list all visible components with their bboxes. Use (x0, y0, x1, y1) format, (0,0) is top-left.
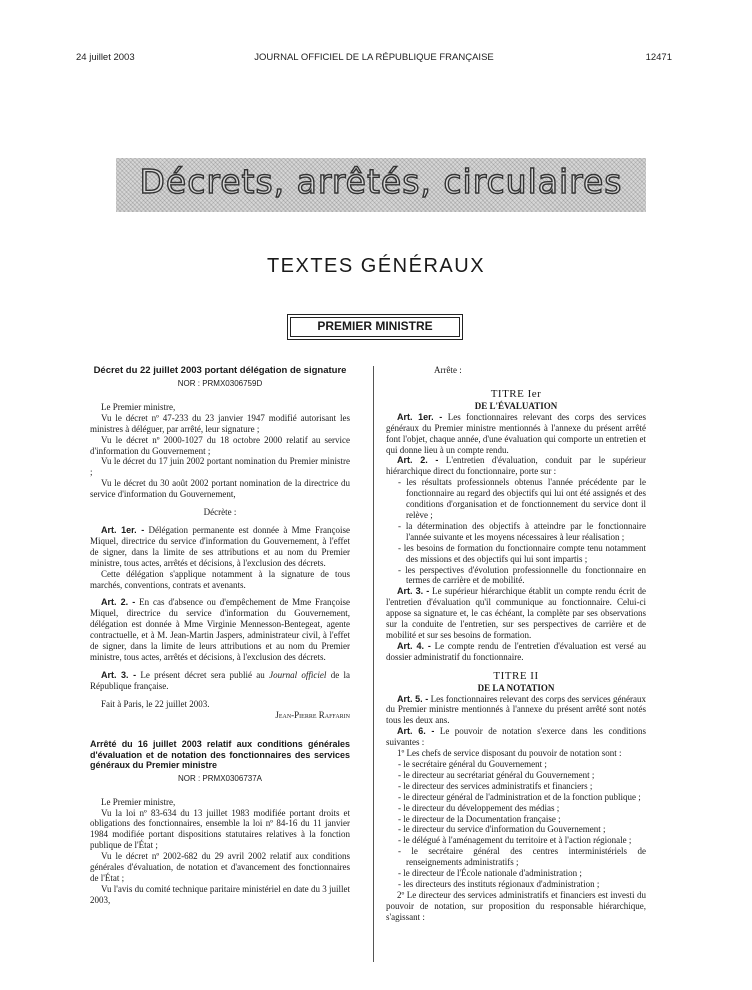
paragraph: 1º Les chefs de service disposant du pouvoir de notation sont : (397, 748, 622, 759)
paragraph: Le Premier ministre, (101, 796, 176, 807)
article (386, 641, 646, 663)
article-text: de la République française. (90, 669, 350, 691)
banner-title: Décrets, arrêtés, circulaires (139, 162, 623, 201)
list-item: - le directeur du développement des médias ; (398, 802, 560, 813)
list-item: - le directeur au secrétariat général du Gouvernement ; (398, 769, 595, 780)
article-label: Art. 4. - (397, 640, 431, 651)
right-column (386, 365, 646, 923)
paragraph: Vu l'avis du comité technique paritaire ministériel en date du 3 juillet 2003, (90, 883, 350, 905)
article (90, 670, 350, 692)
article-text: Les fonctionnaires relevant des corps des services généraux du Premier ministre mentionnés à l'annexe du présent arrêté font l'objet, chaque année, d'une évaluation qui comporte un entretien et qui donne lieu à un compte rendu. (386, 411, 647, 455)
list-item: - le secrétaire général du Gouvernement ; (398, 759, 547, 769)
ministry-label: PREMIER MINISTRE (290, 317, 460, 337)
article-label: Art. 2. - (101, 597, 136, 608)
article-text: Le pouvoir de notation s'exerce dans les conditions suivantes : (386, 726, 647, 748)
titre-heading: TITRE II (493, 669, 539, 682)
titre-subheading: DE LA NOTATION (477, 682, 555, 693)
list-item: - les perspectives d'évolution professionnelle du fonctionnaire en termes de carrière et de mobilité. (398, 564, 646, 586)
section-banner (116, 158, 646, 212)
left-column (90, 365, 350, 906)
ministry-box (287, 314, 463, 340)
article-text: L'entretien d'évaluation, conduit par le supérieur hiérarchique direct du fonctionnaire, porte sur : (386, 455, 646, 477)
header-journal-title: JOURNAL OFFICIEL DE LA RÉPUBLIQUE FRANÇAISE (254, 52, 494, 63)
article (386, 726, 646, 748)
article-text: En cas d'absence ou d'empêchement de Mme Françoise Miquel, directrice du service d'information du Gouvernement, délégation est donnée à Mme Virginie Mennesson-Bentegeat, agente contractuelle, et à M. Jean-Martin Jaspers, administrateur civil, à l'effet de signer, dans la limite de leurs attributions et au nom du Premier ministre, tous actes, arrêtés et décisions, à l'exclusion des décrets. (90, 597, 351, 662)
paragraph: Le Premier ministre, (101, 401, 176, 412)
running-header (76, 52, 672, 66)
paragraph: 2º Le directeur des services administratifs et financiers est investi du pouvoir de notation, sur proposition du responsable hiérarchique, s'agissant : (386, 889, 646, 922)
list-item: - le directeur de la Documentation française ; (398, 813, 561, 824)
article (90, 525, 350, 569)
article-label: Art. 1er. - (101, 524, 145, 535)
column-divider (373, 366, 374, 962)
arrete-heading: Arrête : (434, 365, 462, 375)
article (386, 455, 646, 477)
article-label: Art. 3. - (101, 669, 137, 680)
list-item: - le délégué à l'aménagement du territoire et à l'action régionale ; (398, 835, 632, 846)
article-text: Le supérieur hiérarchique établit un compte rendu écrit de l'entretien d'évaluation qu'il communique au fonctionnaire. Celui-ci appose sa signature et, le cas échéant, la complète par ses observations sur la conduite de l'entretien, sur ses perspectives de carrière et de mobilité et sur ses besoins de formation. (386, 586, 646, 640)
article-label: Art. 5. - (397, 693, 429, 704)
list-item: - les directeurs des instituts régionaux d'administration ; (398, 878, 600, 889)
list-item: - la détermination des objectifs à atteindre par le fonctionnaire l'année suivante et les moyens nécessaires à leur réalisation ; (398, 520, 646, 542)
article-label: Art. 1er. - (397, 411, 443, 422)
arrete-title: Arrêté du 16 juillet 2003 relatif aux conditions générales d'évaluation et de notation des fonctionnaires des services généraux du Premier ministre (90, 739, 350, 771)
article (386, 586, 646, 641)
paragraph: Vu le décret nº 47-233 du 23 janvier 1947 modifié autorisant les ministres à déléguer, par arrêté, leur signature ; (90, 412, 350, 434)
article (386, 412, 646, 456)
list-item: - le directeur général de l'administration et de la fonction publique ; (398, 791, 641, 802)
paragraph: Vu le décret nº 2002-682 du 29 avril 2002 relatif aux conditions générales d'évaluation, de notation et d'avancement des fonctionnaires de l'État ; (90, 851, 350, 883)
titre-heading: TITRE Ier (490, 387, 542, 400)
journal-reference: Journal officiel (269, 669, 327, 680)
list-item: - le directeur de l'École nationale d'administration ; (398, 868, 582, 879)
header-date: 24 juillet 2003 (76, 52, 135, 63)
list-item: - le directeur des services administratifs et financiers ; (398, 780, 593, 791)
article-text: Le compte rendu de l'entretien d'évaluation est versé au dossier administratif du fonctionnaire. (386, 640, 646, 662)
list-item: - les résultats professionnels obtenus l'année précédente par le fonctionnaire au regard des objectifs qui lui ont été assignés et des conditions d'organisation et de fonctionnement du service dont il relève ; (398, 477, 646, 520)
decret-nor: NOR : PRMX0306759D (177, 379, 263, 388)
arrete-nor: NOR : PRMX0306737A (177, 773, 263, 783)
titre-subheading: DE L'ÉVALUATION (474, 400, 558, 411)
paragraph: Cette délégation s'applique notamment à la signature de tous marchés, conventions, contrats et avenants. (90, 568, 350, 590)
article-text: Le présent décret sera publié au (140, 669, 265, 680)
paragraph: Vu la loi nº 83-634 du 13 juillet 1983 modifiée portant droits et obligations des fonctionnaires, ensemble la loi nº 84-16 du 11 janvier 1984 modifiée portant dispositions statutaires relatives à la fonction publique de l'État ; (90, 807, 350, 851)
article-label: Art. 6. - (397, 726, 435, 737)
article-text: Les fonctionnaires relevant des corps des services généraux du Premier ministre mentionnés à l'annexe du présent arrêté sont notés tous les deux ans. (386, 693, 646, 726)
list-item: - les besoins de formation du fonctionnaire compte tenu notamment des missions et des objectifs qui lui sont impartis ; (398, 542, 646, 564)
article-text: Délégation permanente est donnée à Mme Françoise Miquel, directrice du service d'information du Gouvernement, à l'effet de signer, dans la limite de ses attributions et au nom du Premier ministre, tous actes, arrêtés et décisions, à l'exclusion des décrets. (90, 524, 351, 568)
article (386, 694, 646, 727)
date-line: Fait à Paris, le 22 juillet 2003. (101, 698, 210, 709)
decret-title: Décret du 22 juillet 2003 portant délégation de signature (93, 365, 347, 376)
paragraph: Vu le décret du 17 juin 2002 portant nomination du Premier ministre ; (90, 456, 350, 478)
header-page-number: 12471 (645, 52, 672, 63)
section-title: TEXTES GÉNÉRAUX (266, 255, 486, 277)
list-item: - le secrétaire général des centres interministériels de renseignements administratifs ; (398, 846, 646, 868)
article (90, 597, 350, 662)
paragraph: Vu le décret nº 2000-1027 du 18 octobre 2000 relatif au service d'information du Gouvernement ; (90, 434, 350, 456)
article-label: Art. 3. - (397, 586, 430, 597)
list-item: - le directeur du service d'information du Gouvernement ; (398, 824, 606, 835)
article-label: Art. 2. - (397, 455, 439, 466)
decrete-heading: Décrète : (203, 507, 237, 518)
signature: Jean-Pierre Raffarin (275, 709, 350, 720)
paragraph: Vu le décret du 30 août 2002 portant nomination de la directrice du service d'information du Gouvernement, (90, 478, 350, 500)
